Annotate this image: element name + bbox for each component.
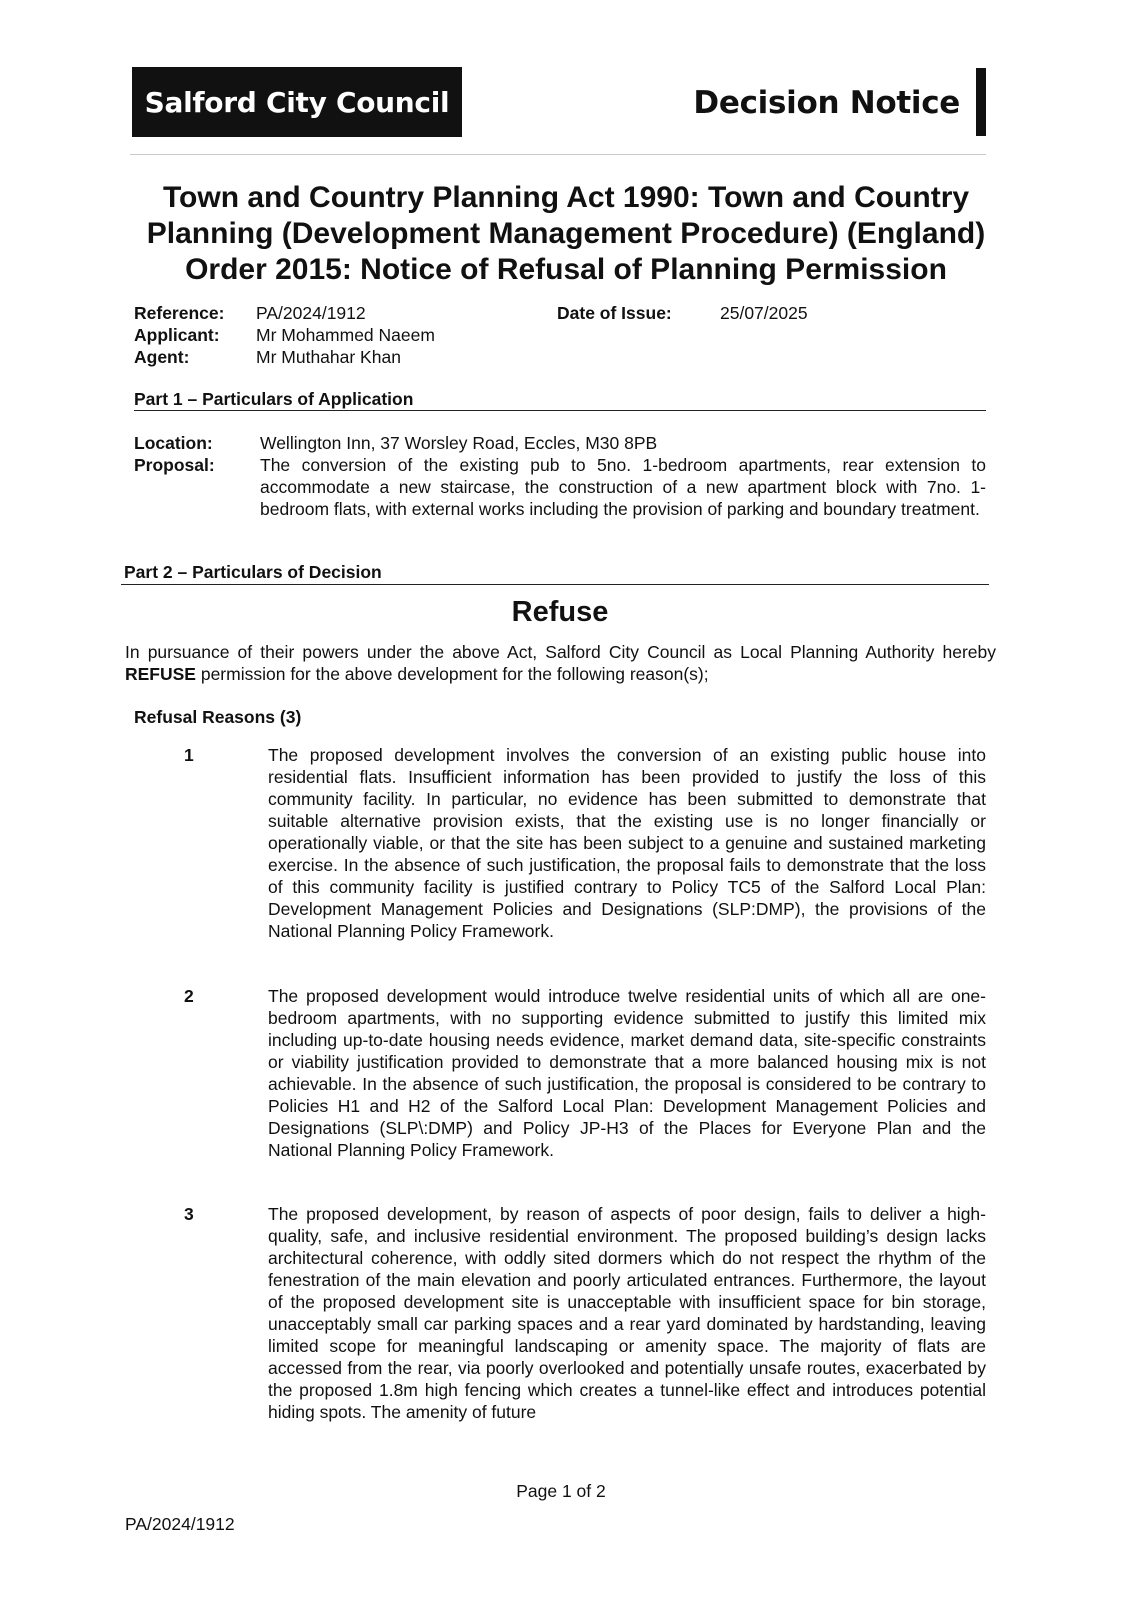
decision-statement — [125, 641, 996, 685]
notice-heading: Town and Country Planning Act 1990: Town and Country Planning (Development Management Procedure) (England) Order 2015: Notice of Refusal of Planning Permission — [146, 181, 986, 286]
proposal-label: Proposal: — [134, 455, 215, 475]
reference-value: PA/2024/1912 — [256, 303, 366, 323]
decision-statement-start: In pursuance of their powers under the above Act, Salford City Council as Local Planning Authority hereby — [125, 642, 996, 662]
reason-text: The proposed development would introduce twelve residential units of which all are one-bedroom apartments, with no supporting evidence submitted to justify this limited mix including up-to-date housing needs evidence, market demand data, site-specific constraints or viability justification provided to demonstrate that a more balanced housing mix is not achievable. In the absence of such justification, the proposal is considered to be contrary to Policies H1 and H2 of the Salford Local Plan: Development Management Policies and Designations (SLP\:DMP) and Policy JP-H3 of the Places for Everyone Plan and the National Planning Policy Framework. — [268, 986, 986, 1160]
location-value: Wellington Inn, 37 Worsley Road, Eccles, M30 8PB — [260, 433, 658, 453]
part2-divider — [121, 584, 989, 585]
reason-number: 1 — [184, 745, 194, 765]
decision-heading: Refuse — [511, 596, 609, 628]
agent-value: Mr Muthahar Khan — [256, 347, 401, 367]
date-of-issue-value: 25/07/2025 — [720, 303, 808, 323]
agent-label: Agent: — [134, 347, 190, 367]
refusal-reasons-heading: Refusal Reasons (3) — [134, 707, 302, 727]
reason-text: The proposed development, by reason of aspects of poor design, fails to deliver a high-quality, safe, and inclusive residential environment. The proposed building’s design lacks architectural coherence, with oddly sited dormers which do not respect the rhythm of the fenestration of the main elevation and poorly articulated entrances. Furthermore, the layout of the proposed development site is unacceptable with insufficient space for bin storage, unacceptably small car parking spaces and a rear yard dominated by hardstanding, leaving limited scope for meaningful landscaping or amenity space. The majority of flats are accessed from the rear, via poorly overlooked and potentially unsafe routes, exacerbated by the proposed 1.8m high fencing which creates a tunnel-like effect and introduces potential hiding spots. The amenity of future — [268, 1204, 986, 1422]
title-accent-bar — [976, 68, 986, 136]
proposal-value: The conversion of the existing pub to 5no. 1-bedroom apartments, rear extension to accommodate a new staircase, the construction of a new apartment block with 7no. 1-bedroom flats, with external works including the provision of parking and boundary treatment. — [260, 455, 986, 519]
location-label: Location: — [134, 433, 213, 453]
reason-number: 2 — [184, 986, 194, 1006]
reason-text: The proposed development involves the conversion of an existing public house into residential flats. Insufficient information has been provided to justify the loss of this community facility. In particular, no evidence has been submitted to demonstrate that suitable alternative provision exists, that the existing use is no longer financially or operationally viable, or that the site has been subject to a genuine and sustained marketing exercise. In the absence of such justification, the proposal fails to demonstrate that the loss of this community facility is justified contrary to Policy TC5 of the Salford Local Plan: Development Management Policies and Designations (SLP:DMP), the provisions of the National Planning Policy Framework. — [268, 745, 986, 941]
reason-number: 3 — [184, 1204, 194, 1224]
part1-divider — [134, 410, 986, 411]
applicant-label: Applicant: — [134, 325, 220, 345]
reference-label: Reference: — [134, 303, 225, 323]
decision-statement-end: permission for the above development for the following reason(s); — [195, 664, 709, 684]
part1-heading: Part 1 – Particulars of Application — [134, 389, 414, 409]
applicant-value: Mr Mohammed Naeem — [256, 325, 435, 345]
date-of-issue-label: Date of Issue: — [557, 303, 672, 323]
council-logo: Salford City Council — [132, 67, 462, 137]
decision-statement-emphasis: REFUSE — [125, 664, 196, 684]
header-divider — [130, 154, 986, 155]
document-type-title: Decision Notice — [693, 85, 960, 121]
footer-reference: PA/2024/1912 — [125, 1514, 235, 1534]
part2-heading: Part 2 – Particulars of Decision — [124, 562, 382, 582]
page-number: Page 1 of 2 — [516, 1481, 606, 1501]
